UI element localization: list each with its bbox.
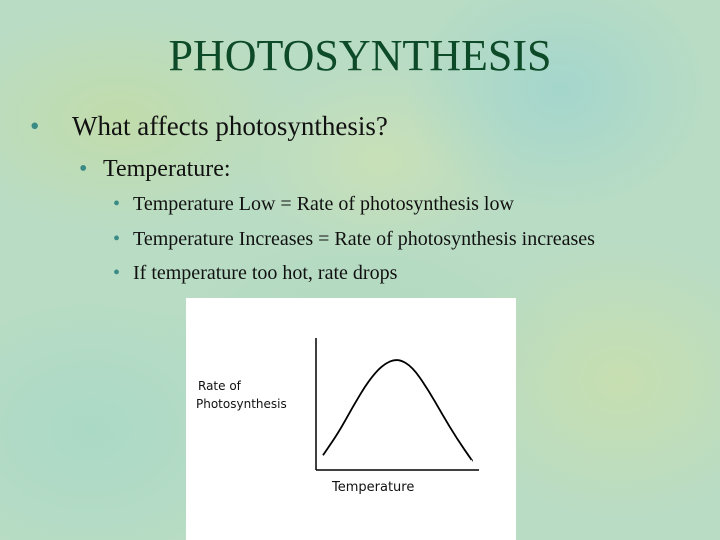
series-line [323, 360, 472, 461]
bullet-text: Temperature: [103, 156, 231, 182]
bullet-text: If temperature too hot, rate drops [133, 262, 398, 284]
chart-svg [186, 298, 516, 540]
bullet-level3 [113, 193, 514, 216]
bullet-level1 [30, 111, 388, 142]
bullet-text: What affects photosynthesis? [72, 111, 388, 141]
bullet-dot: • [113, 228, 121, 250]
bullet-dot: • [79, 156, 88, 182]
x-axis-label: Temperature [332, 480, 415, 495]
bullet-dot: • [113, 262, 121, 284]
bullet-level2 [79, 156, 231, 183]
bullet-text: Temperature Increases = Rate of photosynthesis increases [133, 228, 595, 250]
bullet-level3 [113, 228, 595, 251]
slide-title: PHOTOSYNTHESIS [168, 31, 552, 80]
y-axis-label-line1: Rate of [198, 379, 241, 393]
bullet-dot: • [30, 111, 40, 141]
y-axis-label-line2: Photosynthesis [196, 397, 287, 411]
bullet-text: Temperature Low = Rate of photosynthesis low [133, 193, 514, 215]
bullet-dot: • [113, 193, 121, 215]
chart-figure [186, 298, 516, 540]
bullet-level3 [113, 262, 397, 285]
